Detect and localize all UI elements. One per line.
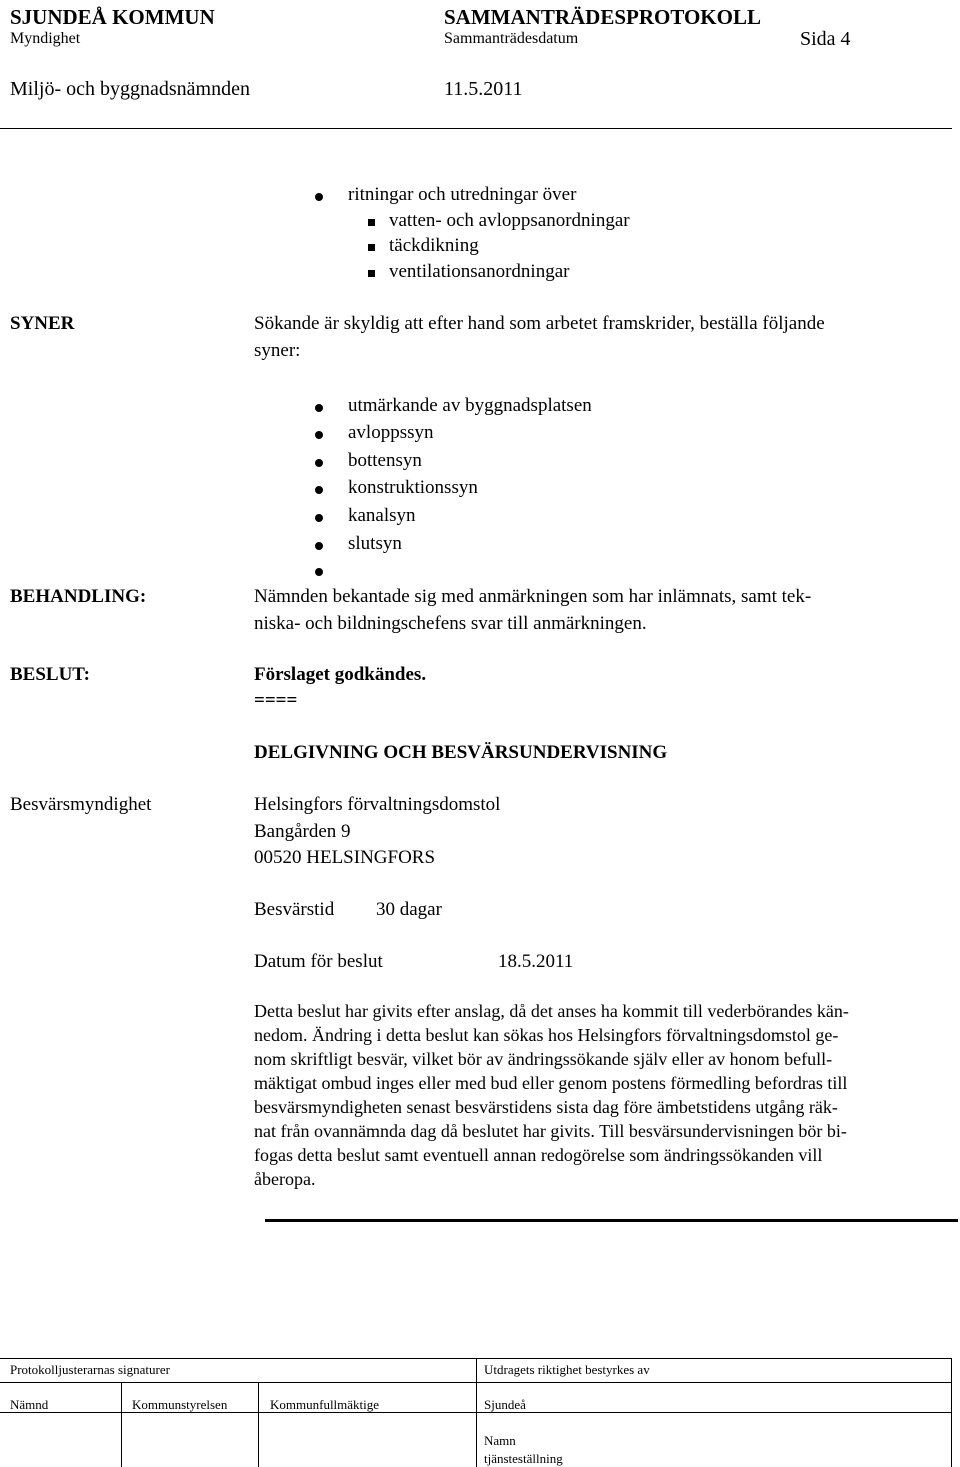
bullet-icon	[315, 404, 323, 412]
syner-item: bottensyn	[348, 450, 422, 471]
authority-label: Myndighet	[10, 30, 81, 47]
appeal-address: Bangården 9	[254, 821, 351, 842]
syner-text: syner:	[254, 340, 301, 361]
syner-item: kanalsyn	[348, 505, 416, 526]
syner-item: slutsyn	[348, 533, 402, 554]
appeal-paragraph-line: nedom. Ändring i detta beslut kan sökas hos Helsingfors förvaltningsdomstol ge-	[254, 1025, 839, 1045]
footer-col-namnd: Nämnd	[10, 1397, 49, 1412]
appeal-paragraph-line: nom skriftligt besvär, vilket bör av ändringssökande själv eller av honom befull-	[254, 1049, 833, 1069]
bullet-icon	[315, 459, 323, 467]
behandling-text: Nämnden bekantade sig med anmärkningen som har inlämnats, samt tek-	[254, 586, 812, 607]
appeal-authority-name: Helsingfors förvaltningsdomstol	[254, 794, 501, 815]
footer-place: Sjundeå	[484, 1397, 526, 1412]
bullet-icon	[315, 514, 323, 522]
decision-date-value: 18.5.2011	[498, 951, 574, 972]
appeal-paragraph-line: fogas detta beslut samt eventuell annan redogörelse som ändringssökanden vill	[254, 1145, 823, 1165]
syner-item: avloppssyn	[348, 422, 434, 443]
separator: ====	[254, 690, 298, 711]
syner-heading: SYNER	[10, 313, 75, 334]
footer-col-kommunfullmaktige: Kommunfullmäktige	[270, 1397, 380, 1412]
appeal-paragraph-line: nat från ovannämnda dag då beslutet har givits. Till besvärsundervisningen bör bi-	[254, 1121, 847, 1141]
drawings-intro: ritningar och utredningar över	[348, 184, 577, 205]
footer-column-divider	[121, 1382, 122, 1467]
municipality-name: SJUNDEÅ KOMMUN	[10, 5, 215, 29]
page-number: Sida 4	[800, 28, 851, 50]
beslut-heading: BESLUT:	[10, 664, 90, 685]
bullet-icon	[315, 193, 323, 201]
beslut-text: Förslaget godkändes.	[254, 664, 427, 685]
meeting-date-label: Sammanträdesdatum	[444, 30, 579, 47]
square-bullet-icon	[368, 270, 375, 277]
syner-item: utmärkande av byggnadsplatsen	[348, 395, 592, 416]
footer-position-label: tjänsteställning	[484, 1451, 563, 1466]
meeting-date: 11.5.2011	[444, 78, 523, 100]
footer-right-border	[951, 1358, 952, 1467]
bullet-icon	[315, 486, 323, 494]
square-bullet-icon	[368, 219, 375, 226]
footer-col-kommunstyrelsen: Kommunstyrelsen	[132, 1397, 228, 1412]
footer-column-divider	[476, 1358, 477, 1467]
appeal-paragraph-line: mäktigat ombud inges eller med bud eller genom postens förmedling befordras till	[254, 1073, 848, 1093]
header-divider	[0, 128, 952, 129]
syner-text: Sökande är skyldig att efter hand som arbetet framskrider, beställa följande	[254, 313, 825, 334]
bullet-icon	[315, 542, 323, 550]
appeal-paragraph-line: Detta beslut har givits efter anslag, då det anses ha kommit till vederbörandes kän-	[254, 1001, 849, 1021]
footer-column-divider	[258, 1382, 259, 1467]
certified-label: Utdragets riktighet bestyrkes av	[484, 1362, 650, 1377]
end-divider	[265, 1219, 958, 1222]
appeal-time-label: Besvärstid	[254, 899, 335, 920]
drawings-item: täckdikning	[389, 235, 479, 256]
footer-name-label: Namn	[484, 1433, 516, 1448]
syner-item: konstruktionssyn	[348, 477, 478, 498]
decision-date-label: Datum för beslut	[254, 951, 383, 972]
behandling-heading: BEHANDLING:	[10, 586, 147, 607]
appeal-address: 00520 HELSINGFORS	[254, 847, 436, 868]
appeal-time-value: 30 dagar	[376, 899, 442, 920]
signatures-label: Protokolljusterarnas signaturer	[10, 1362, 170, 1377]
authority-name: Miljö- och byggnadsnämnden	[10, 78, 250, 100]
bullet-icon	[315, 431, 323, 439]
drawings-item: vatten- och avloppsanordningar	[389, 210, 630, 231]
behandling-text: niska- och bildningschefens svar till anmärkningen.	[254, 613, 647, 634]
square-bullet-icon	[368, 244, 375, 251]
drawings-item: ventilationsanordningar	[389, 261, 570, 282]
bullet-icon	[315, 568, 323, 576]
appeal-authority-label: Besvärsmyndighet	[10, 794, 152, 815]
delgivning-heading: DELGIVNING OCH BESVÄRSUNDERVISNING	[254, 742, 668, 763]
document-type: SAMMANTRÄDESPROTOKOLL	[444, 5, 761, 29]
appeal-paragraph-line: besvärsmyndigheten senast besvärstidens sista dag före ämbetstidens utgång räk-	[254, 1097, 838, 1117]
appeal-paragraph-line: åberopa.	[254, 1169, 316, 1189]
